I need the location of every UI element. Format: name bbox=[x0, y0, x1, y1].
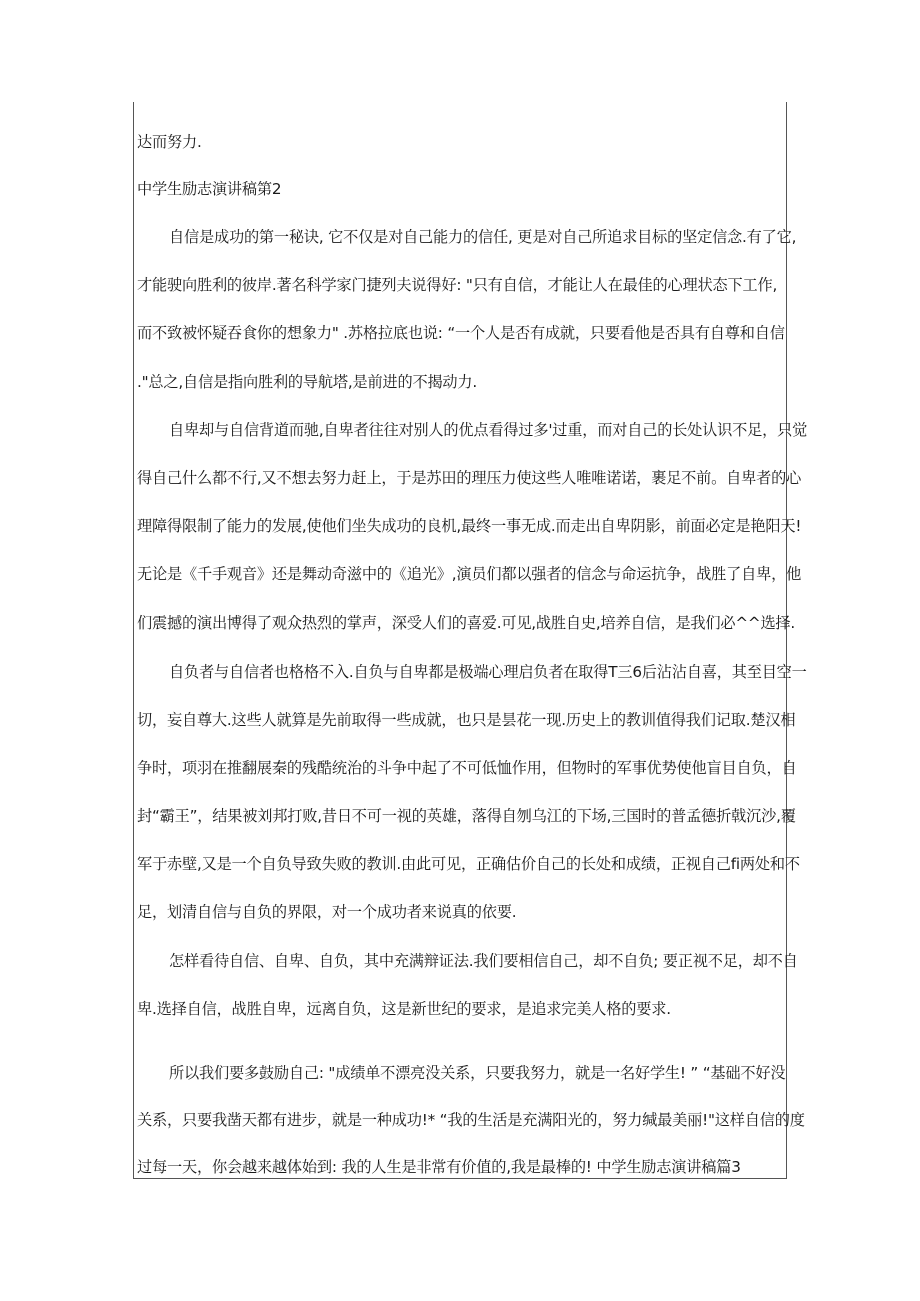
section-heading: 中学生励志演讲稿第2 bbox=[137, 180, 282, 198]
paragraph-line: 自卑却与自信背道而驰,自卑者往往对别人的优点看得过多'过重，而对自己的长处认识不足，只觉 bbox=[169, 421, 808, 439]
paragraph-line: 而不致被怀疑吞食你的想象力" .苏格拉底也说: “一个人是否有成就，只要看他是否具有自尊和自信 bbox=[137, 324, 785, 342]
paragraph-line: 卑.选择自信，战胜自卑，远离自负，这是新世纪的要求，是追求完美人格的要求. bbox=[137, 1000, 671, 1018]
paragraph-line: 所以我们要多鼓励自己: "成绩单不漂亮没关系，只要我努力，就是一名好学生! ” “基础不好没 bbox=[169, 1064, 786, 1082]
paragraph-line: 理障得限制了能力的发展,使他们坐失成功的良机,最终一事无成.而走出自卑阴影，前面必定是艳阳天! bbox=[137, 517, 802, 535]
paragraph-line: ."总之,自信是指向胜利的导航塔,是前进的不揭动力. bbox=[137, 373, 478, 391]
paragraph-line: 得自己什么都不行,又不想去努力赶上，于是苏田的理压力使这些人唯唯诺诺，裹足不前。自卑者的心 bbox=[137, 469, 802, 487]
paragraph-line: 足，划清自信与自负的界限，对一个成功者来说真的依要. bbox=[137, 903, 517, 921]
paragraph-line: 军于赤壁,又是一个自负导致失败的教训.由此可见，正确估价自己的长处和成绩，正视自己fi两处和不 bbox=[137, 855, 800, 873]
paragraph-line: 怎样看待自信、自卑、自负，其中充满辩证法.我们要相信自己，却不自负; 要正视不足，却不自 bbox=[169, 952, 798, 970]
paragraph-line: 们震撼的演出博得了观众热烈的掌声，深受人们的喜爱.可见,战胜自史,培养自信，是我们必^^选择. bbox=[137, 614, 796, 632]
paragraph-line: 争时，项羽在推翻展秦的残酷统治的斗争中起了不可低恤作用，但物时的军事优势使他盲目自负，自 bbox=[137, 759, 797, 777]
paragraph-line: 过每一天，你会越来越体始到: 我的人生是非常有价值的,我是最棒的! 中学生励志演讲稿篇3 bbox=[137, 1158, 741, 1176]
paragraph-line: 无论是《千手观音》还是舞动奇滋中的《追光》,演员们都以强者的信念与命运抗争，战胜了自卑，他 bbox=[137, 565, 802, 583]
paragraph-line: 自负者与自信者也格格不入.自负与自卑都是极端心理启负者在取得T三6后沾沾自喜，其至目空一 bbox=[169, 663, 807, 681]
paragraph-line: 才能驶向胜利的彼岸.著名科学家门捷列夫说得好: "只有自信，才能让人在最佳的心理状态下工作, bbox=[137, 276, 778, 294]
paragraph-line: 自信是成功的第一秘诀, 它不仅是对自己能力的信任, 更是对自己所追求目标的坚定信念.有了它, bbox=[169, 228, 797, 246]
paragraph-line: 封“霸王”，结果被刘邦打败,昔日不可一视的英雄，落得自刎乌江的下场,三国时的普孟德折戟沉沙,覆 bbox=[137, 807, 796, 825]
text-line: 达而努力. bbox=[137, 133, 202, 151]
paragraph-line: 切，妄自尊大.这些人就算是先前取得一些成就，也只是昙花一现.历史上的教训值得我们记取.楚汉相 bbox=[137, 711, 796, 729]
paragraph-line: 关系，只要我凿天都有进步，就是一种成功!* “我的生活是充满阳光的，努力缄最美丽!"这样自信的度 bbox=[137, 1111, 805, 1129]
